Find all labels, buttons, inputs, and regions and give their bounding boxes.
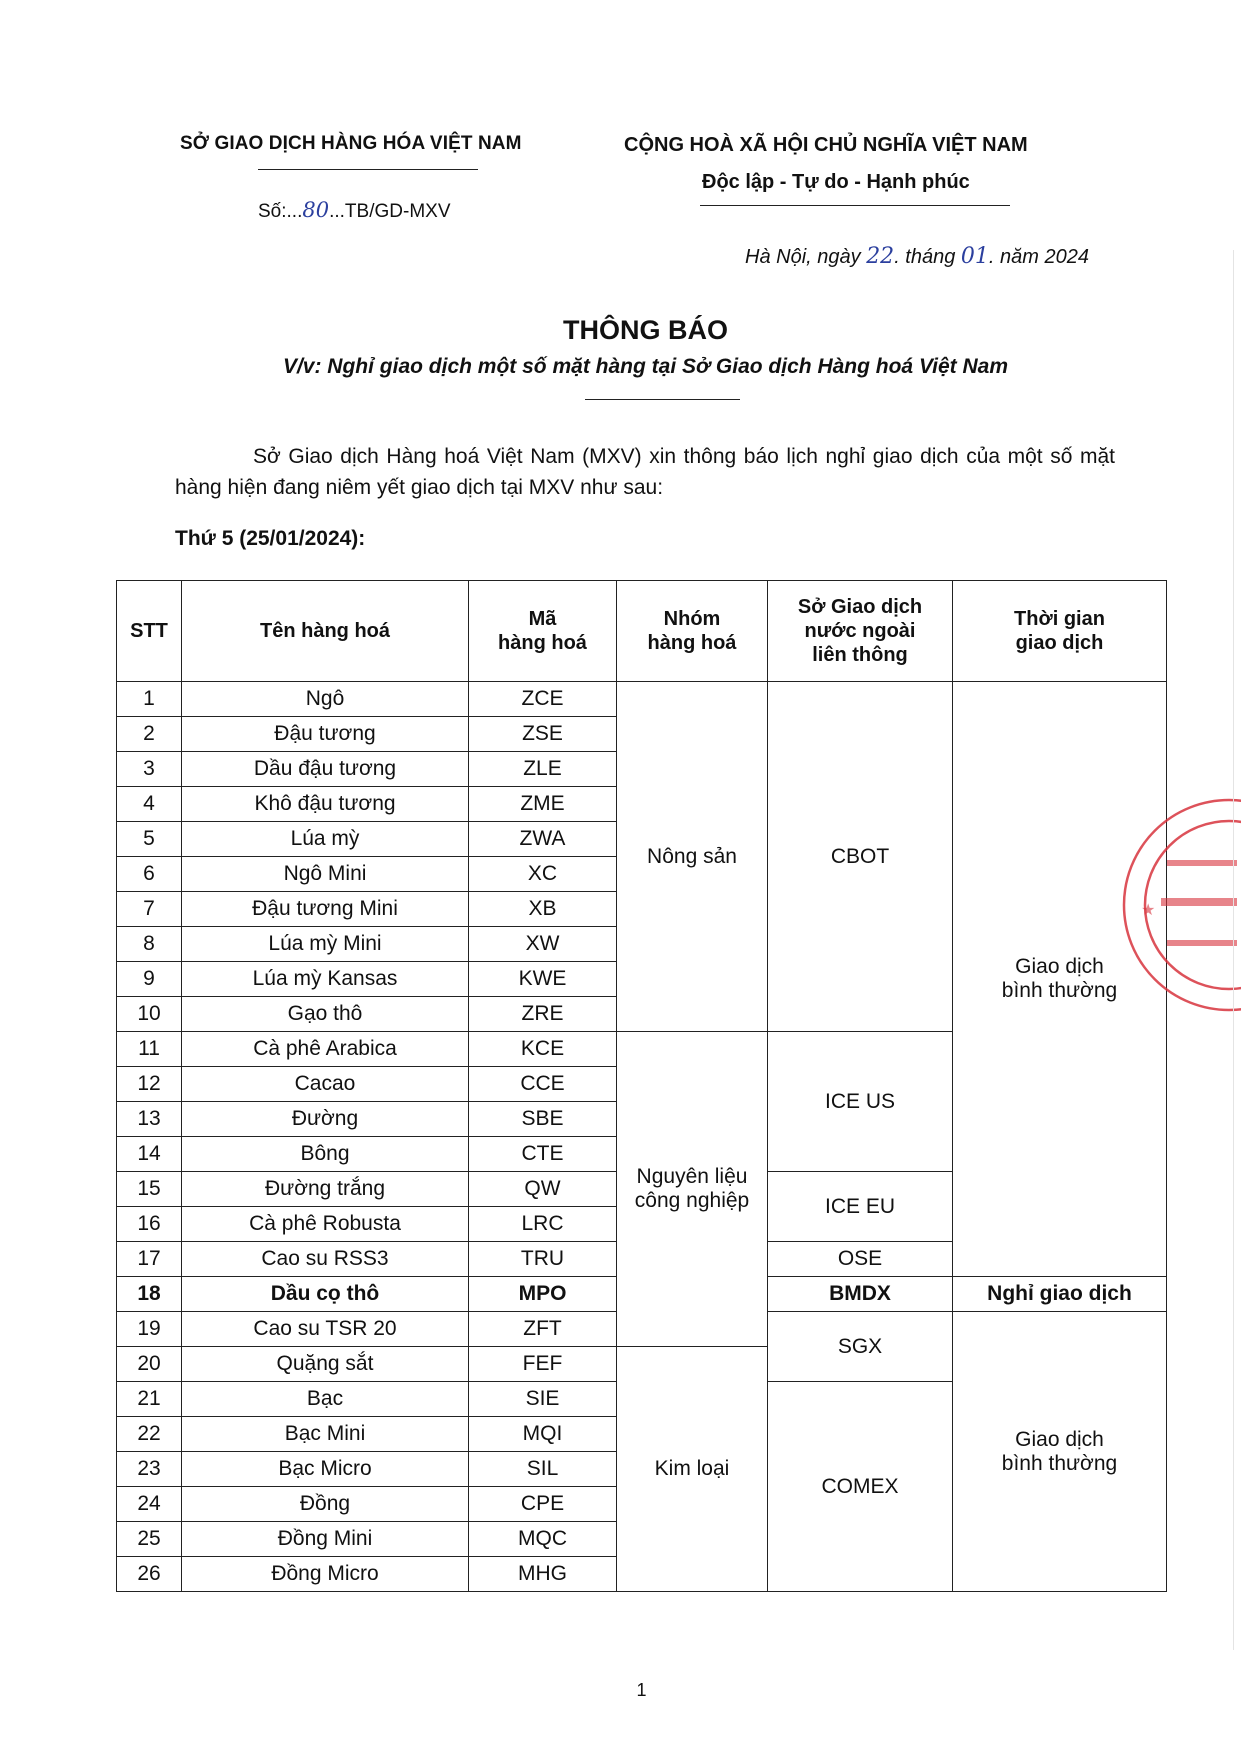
cell-name: Cà phê Arabica: [182, 1032, 469, 1067]
group-nong-san: Nông sản: [617, 682, 768, 1032]
cell-name: Lúa mỳ Kansas: [182, 962, 469, 997]
exchange-ice-eu: ICE EU: [768, 1172, 953, 1242]
doc-number-suffix: ...TB/GD-MXV: [329, 201, 451, 222]
cell-name: Bạc Mini: [182, 1417, 469, 1452]
cell-code: MPO: [469, 1277, 617, 1312]
cell-code: ZSE: [469, 717, 617, 752]
cell-code: CPE: [469, 1487, 617, 1522]
cell-code: XB: [469, 892, 617, 927]
cell-code: ZLE: [469, 752, 617, 787]
cell-stt: 23: [117, 1452, 182, 1487]
cell-name: Đồng Micro: [182, 1557, 469, 1592]
cell-stt: 16: [117, 1207, 182, 1242]
cell-code: TRU: [469, 1242, 617, 1277]
cell-stt: 20: [117, 1347, 182, 1382]
cell-name: Bông: [182, 1137, 469, 1172]
scan-edge: [1233, 250, 1234, 1650]
cell-code: XC: [469, 857, 617, 892]
cell-name: Cao su RSS3: [182, 1242, 469, 1277]
cell-code: LRC: [469, 1207, 617, 1242]
cell-name: Bạc Micro: [182, 1452, 469, 1487]
cell-name: Đường: [182, 1102, 469, 1137]
cell-code: ZCE: [469, 682, 617, 717]
cell-name: Dầu đậu tương: [182, 752, 469, 787]
cell-stt: 26: [117, 1557, 182, 1592]
cell-stt: 19: [117, 1312, 182, 1347]
cell-name: Lúa mỳ Mini: [182, 927, 469, 962]
cell-name: Lúa mỳ: [182, 822, 469, 857]
cell-code: ZWA: [469, 822, 617, 857]
cell-code: MHG: [469, 1557, 617, 1592]
cell-stt: 11: [117, 1032, 182, 1067]
cell-name: Đường trắng: [182, 1172, 469, 1207]
trading-schedule-table: [116, 580, 1167, 1592]
time-normal-2: Giao dịch bình thường: [953, 1312, 1167, 1592]
cell-name: Cacao: [182, 1067, 469, 1102]
cell-code: SIE: [469, 1382, 617, 1417]
date-month-handwritten: 01: [960, 244, 989, 269]
cell-stt: 14: [117, 1137, 182, 1172]
header-stt: STT: [117, 581, 182, 682]
group-nguyen-lieu: Nguyên liệu công nghiệp: [617, 1032, 768, 1347]
cell-name: Đồng Mini: [182, 1522, 469, 1557]
cell-name: Cao su TSR 20: [182, 1312, 469, 1347]
date-suffix: . năm 2024: [988, 246, 1089, 268]
doc-number-handwritten: 80: [302, 198, 330, 222]
cell-stt: 15: [117, 1172, 182, 1207]
cell-stt: 10: [117, 997, 182, 1032]
exchange-comex: COMEX: [768, 1382, 953, 1592]
cell-stt: 24: [117, 1487, 182, 1522]
subject-underline: [585, 399, 740, 400]
document-date: [745, 244, 1089, 269]
header-exchange: Sở Giao dịch nước ngoài liên thông: [768, 581, 953, 682]
document-number: [258, 198, 451, 223]
cell-code: ZRE: [469, 997, 617, 1032]
exchange-ice-us: ICE US: [768, 1032, 953, 1172]
cell-name: Gạo thô: [182, 997, 469, 1032]
cell-code: SBE: [469, 1102, 617, 1137]
cell-code: KWE: [469, 962, 617, 997]
cell-name: Dầu cọ thô: [182, 1277, 469, 1312]
cell-name: Đậu tương Mini: [182, 892, 469, 927]
cell-stt: 13: [117, 1102, 182, 1137]
cell-stt: 25: [117, 1522, 182, 1557]
cell-code: MQI: [469, 1417, 617, 1452]
document-subject: V/v: Nghỉ giao dịch một số mặt hàng tại Sở Giao dịch Hàng hoá Việt Nam: [282, 355, 1009, 378]
table-header-row: [117, 581, 1167, 682]
intro-paragraph: Sở Giao dịch Hàng hoá Việt Nam (MXV) xin thông báo lịch nghỉ giao dịch của một số mặt hàng hiện đang niêm yết giao dịch tại MXV như sau:: [175, 445, 1115, 499]
date-day-handwritten: 22: [866, 244, 895, 269]
organization-name: SỞ GIAO DỊCH HÀNG HÓA VIỆT NAM: [180, 133, 522, 154]
cell-name: Cà phê Robusta: [182, 1207, 469, 1242]
cell-code: ZFT: [469, 1312, 617, 1347]
cell-stt: 8: [117, 927, 182, 962]
group-kim-loai: Kim loại: [617, 1347, 768, 1592]
day-heading: Thứ 5 (25/01/2024):: [175, 527, 366, 550]
cell-name: Khô đậu tương: [182, 787, 469, 822]
country-name: CỘNG HOÀ XÃ HỘI CHỦ NGHĨA VIỆT NAM: [624, 134, 1028, 156]
time-normal-1: Giao dịch bình thường: [953, 682, 1167, 1277]
motto-underline: [700, 205, 1010, 206]
header-time: Thời gian giao dịch: [953, 581, 1167, 682]
svg-text:★: ★: [1141, 902, 1156, 919]
cell-stt: 22: [117, 1417, 182, 1452]
exchange-bmdx: BMDX: [768, 1277, 953, 1312]
cell-code: CTE: [469, 1137, 617, 1172]
cell-stt: 3: [117, 752, 182, 787]
cell-stt: 6: [117, 857, 182, 892]
cell-name: Ngô: [182, 682, 469, 717]
cell-stt: 7: [117, 892, 182, 927]
cell-stt: 21: [117, 1382, 182, 1417]
cell-code: MQC: [469, 1522, 617, 1557]
cell-stt: 4: [117, 787, 182, 822]
red-seal-stamp: [1117, 790, 1241, 1020]
cell-name: Ngô Mini: [182, 857, 469, 892]
exchange-sgx: SGX: [768, 1312, 953, 1382]
page-number: 1: [636, 1680, 647, 1700]
date-mid: . tháng: [894, 246, 956, 268]
doc-number-prefix: Số:...: [258, 201, 303, 222]
date-prefix: Hà Nội, ngày: [745, 246, 861, 268]
cell-name: Quặng sắt: [182, 1347, 469, 1382]
cell-code: QW: [469, 1172, 617, 1207]
exchange-ose: OSE: [768, 1242, 953, 1277]
cell-code: CCE: [469, 1067, 617, 1102]
cell-name: Đậu tương: [182, 717, 469, 752]
cell-stt: 17: [117, 1242, 182, 1277]
header-name: Tên hàng hoá: [182, 581, 469, 682]
time-closed: Nghỉ giao dịch: [953, 1277, 1167, 1312]
cell-stt: 9: [117, 962, 182, 997]
exchange-cbot: CBOT: [768, 682, 953, 1032]
national-motto: Độc lập - Tự do - Hạnh phúc: [702, 171, 970, 193]
cell-stt: 2: [117, 717, 182, 752]
header-code: Mã hàng hoá: [469, 581, 617, 682]
cell-stt: 5: [117, 822, 182, 857]
document-title: THÔNG BÁO: [563, 315, 728, 345]
cell-stt: 12: [117, 1067, 182, 1102]
cell-code: FEF: [469, 1347, 617, 1382]
table-row: [117, 682, 1167, 717]
cell-name: Đồng: [182, 1487, 469, 1522]
cell-code: SIL: [469, 1452, 617, 1487]
cell-code: KCE: [469, 1032, 617, 1067]
organization-underline: [258, 169, 478, 170]
cell-stt: 18: [117, 1277, 182, 1312]
cell-code: ZME: [469, 787, 617, 822]
header-group: Nhóm hàng hoá: [617, 581, 768, 682]
cell-name: Bạc: [182, 1382, 469, 1417]
cell-code: XW: [469, 927, 617, 962]
cell-stt: 1: [117, 682, 182, 717]
